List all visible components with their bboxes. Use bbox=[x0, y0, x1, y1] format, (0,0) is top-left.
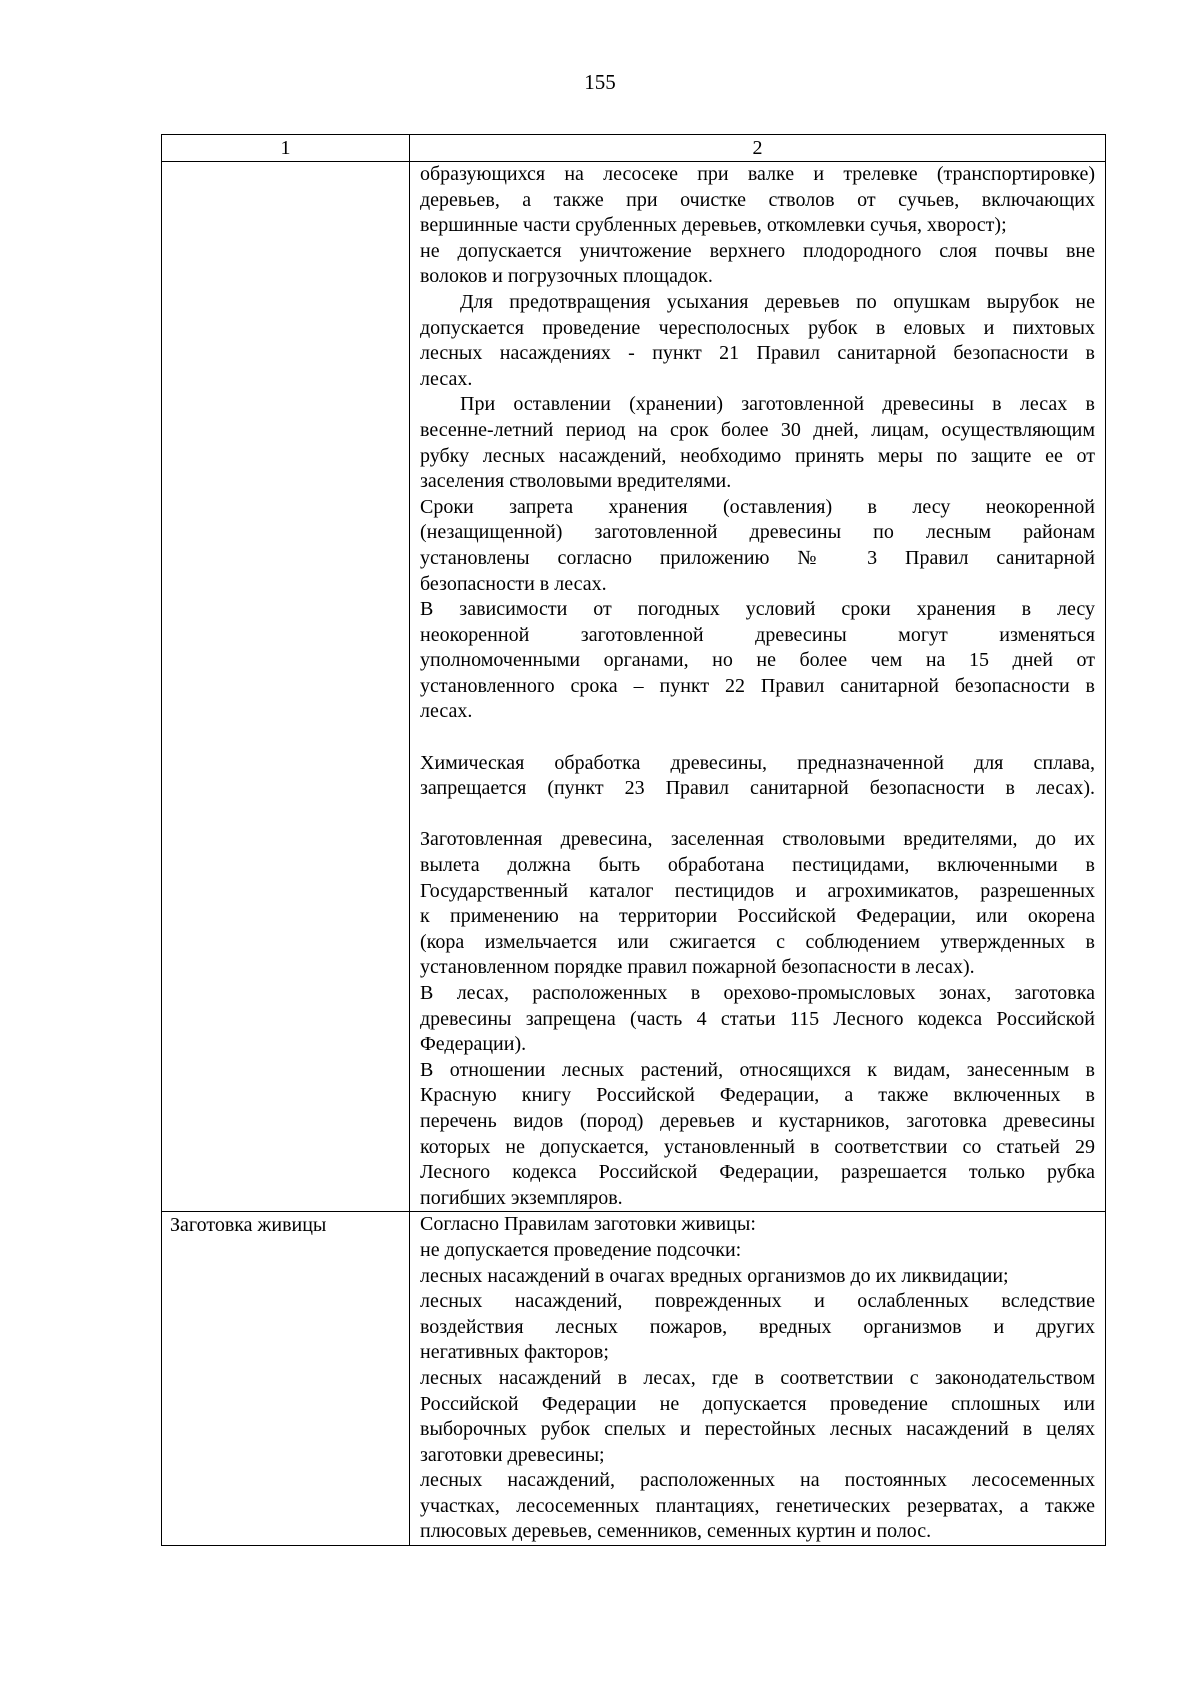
page-number: 155 bbox=[584, 70, 616, 94]
text-line: запрещается (пункт 23 Правил санитарной безопасности в лесах). bbox=[420, 777, 1095, 800]
text-line: погибших экземпляров. bbox=[420, 1186, 623, 1209]
text-line: Заготовленная древесина, заселенная стволовыми вредителями, до их bbox=[420, 828, 1095, 851]
text-line: образующихся на лесосеке при валке и трелевке (транспортировке) bbox=[420, 163, 1095, 185]
row-label bbox=[162, 162, 410, 1212]
text-line: волоков и погрузочных площадок. bbox=[420, 265, 713, 288]
text-line: рубку лесных насаждений, необходимо принять меры по защите ее от bbox=[420, 444, 1095, 467]
text-line: деревьев, а также при очистке стволов от сучьев, включающих bbox=[420, 188, 1095, 211]
text-line: выборочных рубок спелых и перестойных лесных насаждений в целях bbox=[420, 1418, 1095, 1441]
paragraph-gap bbox=[420, 802, 1095, 828]
text-line: лесных насаждений в лесах, где в соответствии с законодательством bbox=[420, 1366, 1095, 1389]
text-line: заготовки древесины; bbox=[420, 1443, 605, 1466]
text-line: Российской Федерации не допускается проведение сплошных или bbox=[420, 1392, 1095, 1415]
text-line: заселения стволовыми вредителями. bbox=[420, 470, 732, 493]
text-line: не допускается уничтожение верхнего плодородного слоя почвы вне bbox=[420, 239, 1095, 262]
text-line: Химическая обработка древесины, предназначенной для сплава, bbox=[420, 751, 1095, 774]
document-table bbox=[161, 134, 1106, 1546]
text-line: В зависимости от погодных условий сроки хранения в лесу bbox=[420, 598, 1095, 621]
text-line: не допускается проведение подсочки: bbox=[420, 1238, 742, 1261]
row-content bbox=[410, 1212, 1106, 1546]
table-header-row bbox=[162, 135, 1106, 162]
text-line: воздействия лесных пожаров, вредных организмов и других bbox=[420, 1315, 1095, 1338]
text-line: установленного срока – пункт 22 Правил санитарной безопасности в bbox=[420, 674, 1095, 697]
text-line: лесных насаждениях - пункт 21 Правил санитарной безопасности в bbox=[420, 342, 1095, 365]
column-header-2: 2 bbox=[410, 135, 1106, 162]
text-line: Государственный каталог пестицидов и агрохимикатов, разрешенных bbox=[420, 879, 1095, 902]
text-line: к применению на территории Российской Федерации, или окорена bbox=[420, 905, 1095, 928]
text-line: (кора измельчается или сжигается с соблюдением утвержденных в bbox=[420, 930, 1095, 953]
row-label: Заготовка живицы bbox=[162, 1212, 410, 1546]
text-line: Лесного кодекса Российской Федерации, разрешается только рубка bbox=[420, 1161, 1095, 1184]
text-line: При оставлении (хранении) заготовленной древесины в лесах в bbox=[460, 393, 1095, 416]
text-line: неокоренной заготовленной древесины могут изменяться bbox=[420, 623, 1095, 646]
column-header-1: 1 bbox=[162, 135, 410, 162]
text-line: лесных насаждений, расположенных на постоянных лесосеменных bbox=[420, 1469, 1095, 1492]
text-line: установлены согласно приложению № 3 Правил санитарной bbox=[420, 546, 1095, 569]
text-line: перечень видов (пород) деревьев и кустарников, заготовка древесины bbox=[420, 1109, 1095, 1132]
text-line: которых не допускается, установленный в соответствии со статьей 29 bbox=[420, 1135, 1095, 1158]
text-line: Сроки запрета хранения (оставления) в лесу неокоренной bbox=[420, 495, 1095, 518]
text-line: В лесах, расположенных в орехово-промысловых зонах, заготовка bbox=[420, 982, 1095, 1004]
text-line: допускается проведение чересполосных рубок в еловых и пихтовых bbox=[420, 316, 1095, 339]
text-line: вылета должна быть обработана пестицидами, включенными в bbox=[420, 854, 1095, 877]
text-line: лесных насаждений, поврежденных и ослабленных вследствие bbox=[420, 1290, 1095, 1313]
text-line: Красную книгу Российской Федерации, а также включенных в bbox=[420, 1084, 1095, 1107]
text-line: вершинные части срубленных деревьев, откомлевки сучья, хворост); bbox=[420, 214, 1007, 237]
row-content bbox=[410, 162, 1106, 1212]
text-line: В отношении лесных растений, относящихся к видам, занесенным в bbox=[420, 1058, 1095, 1081]
text-line: Согласно Правилам заготовки живицы: bbox=[420, 1213, 756, 1236]
text-line: (незащищенной) заготовленной древесины по лесным районам bbox=[420, 521, 1095, 544]
text-line: уполномоченными органами, но не более чем на 15 дней от bbox=[420, 649, 1095, 672]
text-line: плюсовых деревьев, семенников, семенных куртин и полос. bbox=[420, 1520, 932, 1543]
paragraph-gap bbox=[420, 725, 1095, 751]
text-line: лесах. bbox=[420, 700, 473, 723]
text-line: лесах. bbox=[420, 367, 473, 390]
text-line: лесных насаждений в очагах вредных организмов до их ликвидации; bbox=[420, 1264, 1009, 1287]
text-line: весенне-летний период на срок более 30 дней, лицам, осуществляющим bbox=[420, 418, 1095, 441]
text-line: установленном порядке правил пожарной безопасности в лесах). bbox=[420, 956, 975, 979]
text-line: негативных факторов; bbox=[420, 1341, 609, 1364]
text-line: Федерации). bbox=[420, 1033, 527, 1056]
table-row bbox=[162, 1212, 1106, 1546]
text-line: Для предотвращения усыхания деревьев по опушкам вырубок не bbox=[460, 290, 1095, 313]
table-row bbox=[162, 162, 1106, 1212]
text-line: участках, лесосеменных плантациях, генетических резерватах, а также bbox=[420, 1494, 1095, 1517]
text-line: безопасности в лесах. bbox=[420, 572, 607, 595]
text-line: древесины запрещена (часть 4 статьи 115 Лесного кодекса Российской bbox=[420, 1007, 1095, 1030]
